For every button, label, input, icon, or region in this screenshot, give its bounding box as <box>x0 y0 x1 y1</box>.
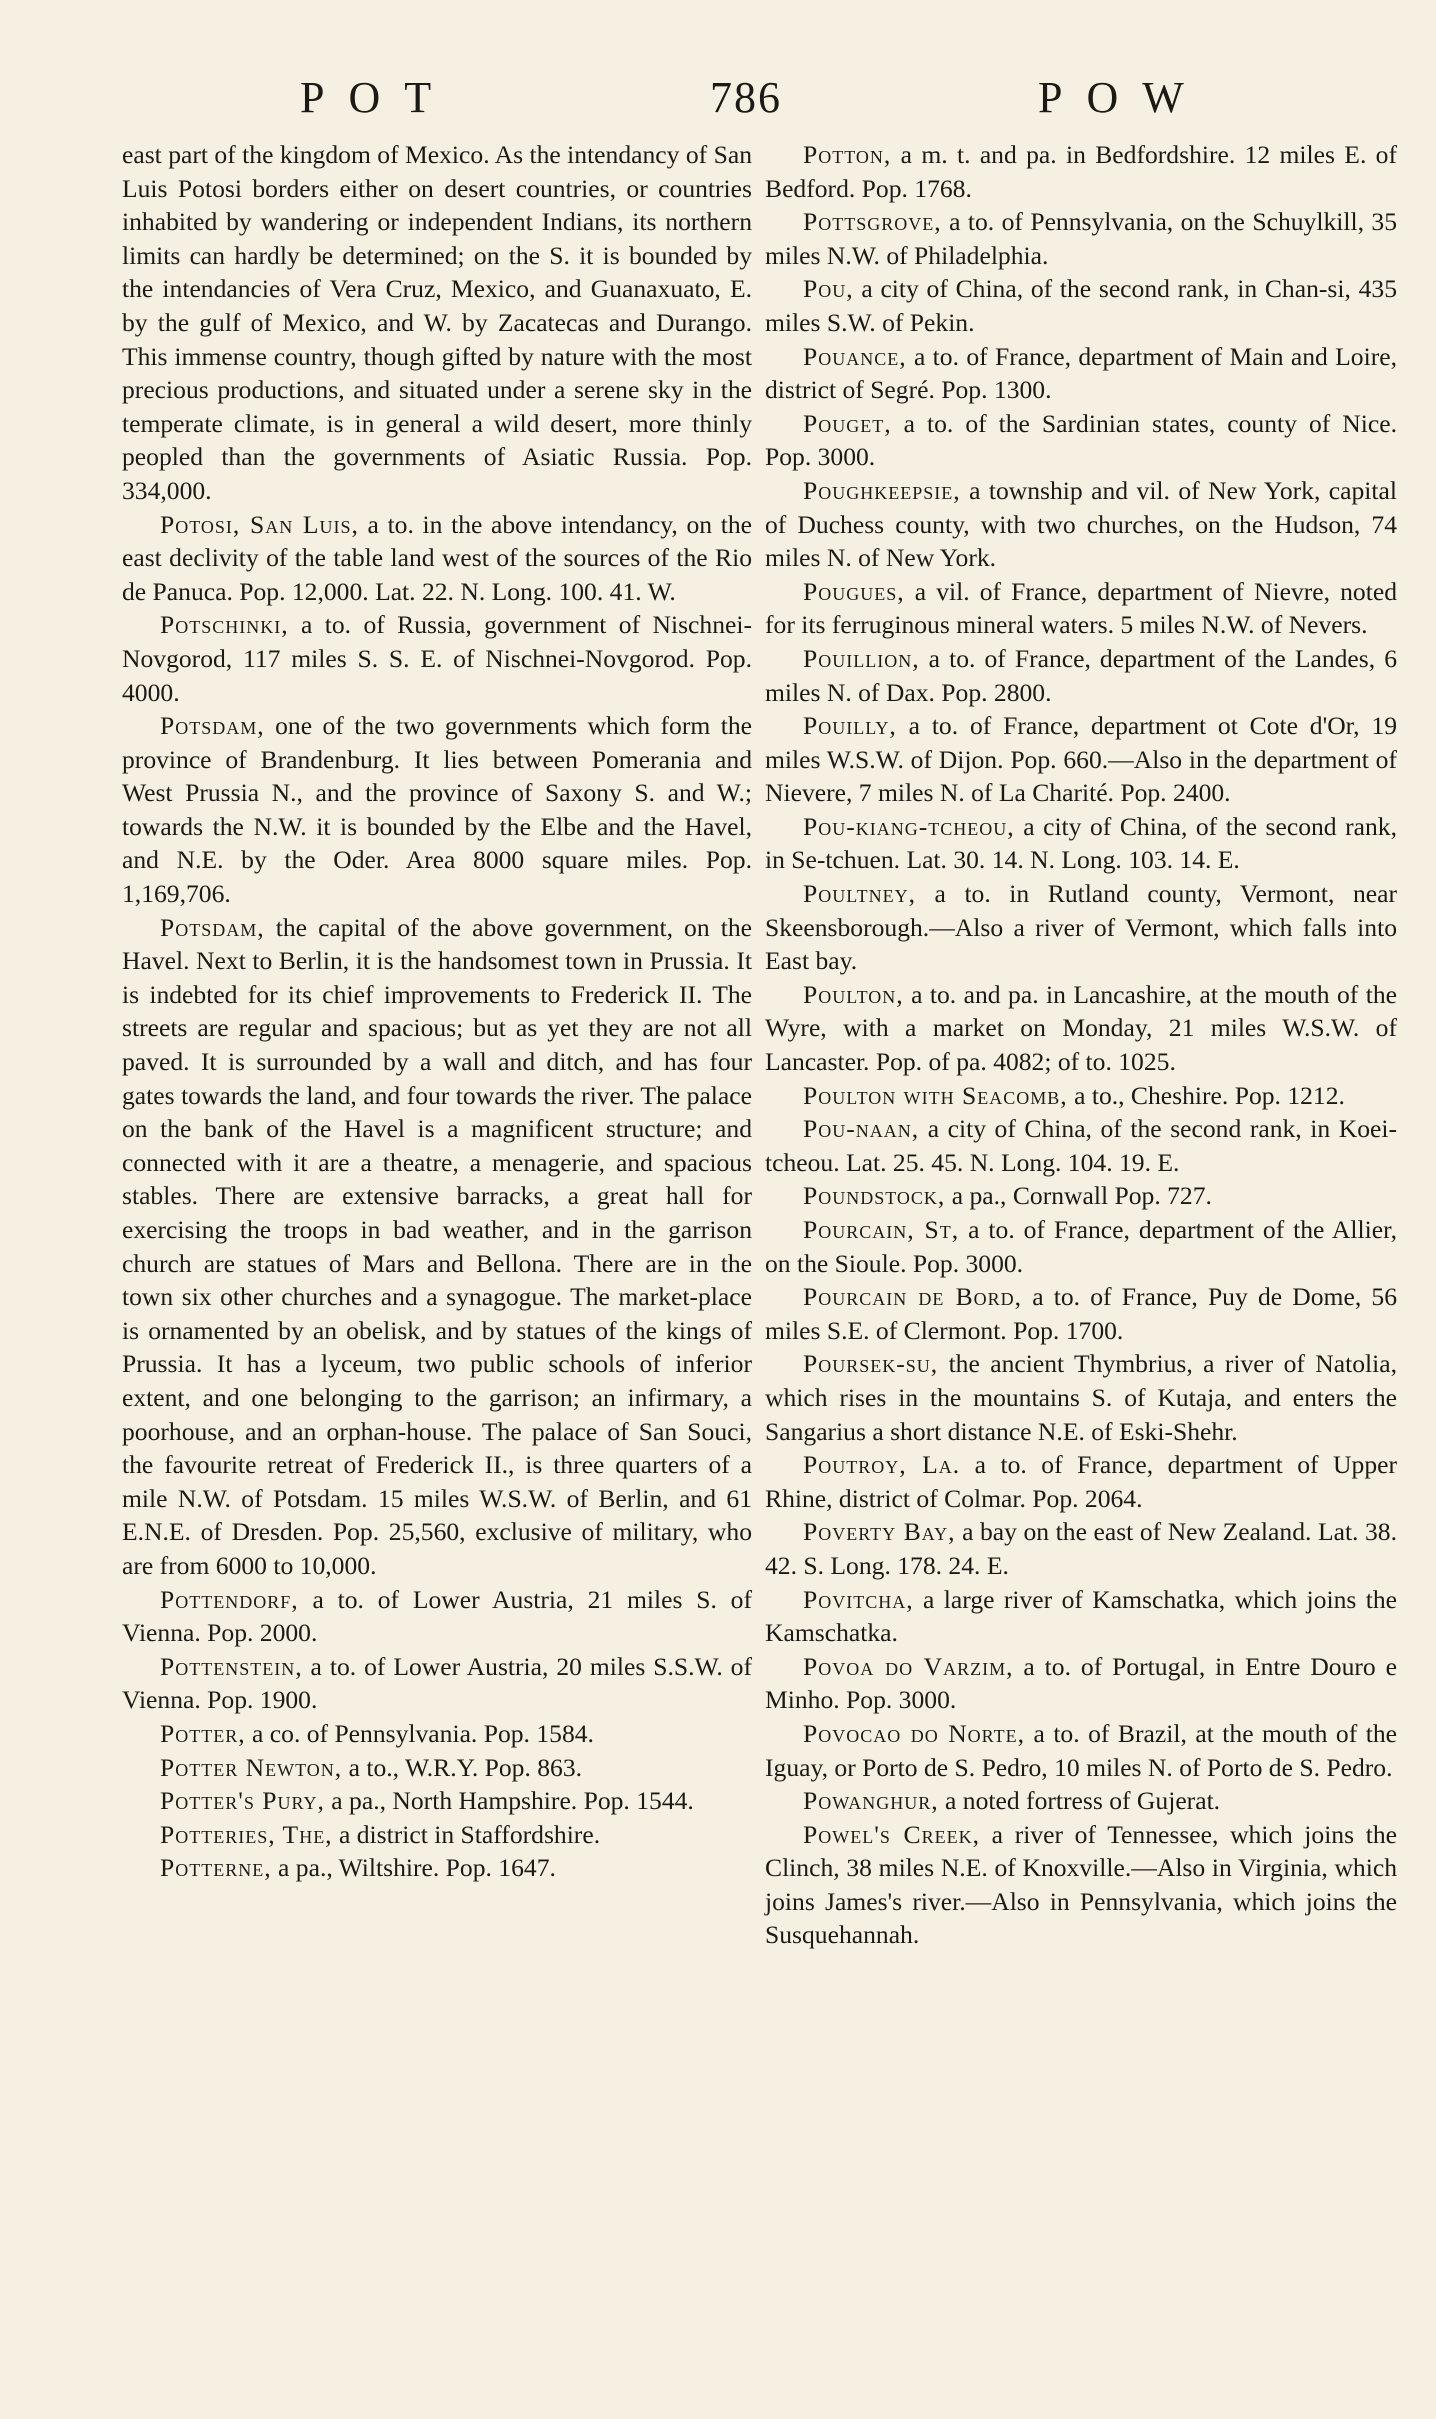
entry-headword: Poursek-su, <box>803 1349 939 1379</box>
entry-text: a vil. of France, department of Nievre, noted for its ferruginous mineral waters. 5 miles N.W. of Nevers. <box>765 576 1397 640</box>
entry-text: a to. of France, department of the Landes, 6 miles N. of Dax. Pop. 2800. <box>765 643 1397 707</box>
running-header <box>120 72 1325 132</box>
gazetteer-entry <box>765 575 1397 642</box>
entry-headword: Poutroy, La. <box>803 1450 961 1480</box>
entry-text: a pa., North Hampshire. Pop. 1544. <box>324 1786 694 1816</box>
entry-headword: Pouillion, <box>803 643 920 673</box>
entry-text: a large river of Kamschatka, which joins the Kamschatka. <box>765 1584 1397 1648</box>
entry-text: a to. of Russia, government of Nischnei-Novgorod, 117 miles S. S. E. of Nischnei-Novgorod. Pop. 4000. <box>122 610 752 707</box>
entry-text: a to. of France, department ot Cote d'Or, 19 miles W.S.W. of Dijon. Pop. 660.—Also in the department of Nievere, 7 miles N. of La Charité. Pop. 2400. <box>765 711 1397 808</box>
gazetteer-entry <box>765 1347 1397 1448</box>
entry-headword: Powanghur, <box>803 1786 939 1816</box>
gazetteer-entry <box>122 709 752 911</box>
gazetteer-entry <box>765 709 1397 810</box>
entry-text: a to. of the Sardinian states, county of Nice. Pop. 3000. <box>765 408 1397 472</box>
entry-headword: Poughkeepsie, <box>803 475 961 505</box>
entry-text: a noted fortress of Gujerat. <box>938 1786 1221 1816</box>
entry-headword: Povitcha, <box>803 1584 914 1614</box>
gazetteer-entry <box>765 1583 1397 1650</box>
entry-text: the capital of the above government, on the Havel. Next to Berlin, it is the handsomest town in Prussia. It is indebted for its chief improvements to Frederick II. The streets are regular and spacious; but as yet they are not all paved. It is surrounded by a wall and ditch, and has four gates towards the land, and four towards the river. The palace on the bank of the Havel is a magnificent structure; and connected with it are a theatre, a menagerie, and spacious stables. There are extensive barracks, a great hall for exercising the troops in bad weather, and in the garrison church are statues of Mars and Bellona. There are in the town six other churches and a synagogue. The market-place is ornamented by an obelisk, and by statues of the kings of Prussia. It has a lyceum, two public schools of inferior extent, and one belonging to the garrison; an infirmary, a poorhouse, and an orphan-house. The palace of San Souci, the favourite retreat of Frederick II., is three quarters of a mile N.W. of Potsdam. 15 miles W.S.W. of Berlin, and 61 E.N.E. of Dresden. Pop. 25,560, exclusive of military, who are from 6000 to 10,000. <box>122 912 752 1580</box>
gazetteer-entry <box>765 1179 1397 1213</box>
entry-text: a to. of France, Puy de Dome, 56 miles S.E. of Clermont. Pop. 1700. <box>765 1282 1397 1345</box>
gazetteer-entry <box>122 1583 752 1650</box>
gazetteer-entry <box>765 1717 1397 1784</box>
gazetteer-entry <box>122 1650 752 1717</box>
entry-headword: Poverty Bay, <box>803 1517 956 1547</box>
entry-headword: Pourcain, St, <box>803 1215 960 1244</box>
gazetteer-entry <box>765 340 1397 407</box>
gazetteer-entry <box>122 608 752 709</box>
entry-text: a city of China, of the second rank, in Koei-tcheou. Lat. 25. 45. N. Long. 104. 19. E. <box>765 1114 1397 1177</box>
entry-text: a pa., Wiltshire. Pop. 1647. <box>271 1853 556 1883</box>
entry-headword: Potter, <box>160 1718 246 1748</box>
gazetteer-entry <box>122 138 752 508</box>
entry-headword: Poultney, <box>803 879 916 909</box>
entry-text: a to. of Lower Austria, 20 miles S.S.W. of Vienna. Pop. 1900. <box>122 1651 752 1715</box>
gazetteer-entry <box>765 272 1397 339</box>
entry-headword: Powel's Creek, <box>803 1819 980 1849</box>
gazetteer-entry <box>765 1280 1397 1347</box>
entry-text: a pa., Cornwall Pop. 727. <box>945 1181 1212 1211</box>
entry-text: one of the two governments which form the province of Brandenburg. It lies between Pomerania and West Prussia N., and the province of Saxony S. and W.; towards the N.W. it is bounded by the Elbe and the Havel, and N.E. by the Oder. Area 8000 square miles. Pop. 1,169,706. <box>122 711 752 909</box>
entry-text: a co. of Pennsylvania. Pop. 1584. <box>245 1718 594 1748</box>
entry-text: a bay on the east of New Zealand. Lat. 38. 42. S. Long. 178. 24. E. <box>765 1517 1397 1580</box>
entry-text: a to. of France, department of the Allier, on the Sioule. Pop. 3000. <box>765 1215 1397 1278</box>
gazetteer-entry <box>765 1213 1397 1280</box>
entry-text: a river of Tennessee, which joins the Clinch, 38 miles N.E. of Knoxville.—Also in Virginia, which joins James's river.—Also in Pennsylvania, which joins the Susquehannah. <box>765 1819 1398 1950</box>
header-right-guideword: POW <box>1038 73 1208 122</box>
header-left-guideword: POT <box>300 73 456 122</box>
entry-headword: Pottsgrove, <box>803 207 942 237</box>
gazetteer-entry <box>122 508 752 609</box>
entry-text: a to. of Portugal, in Entre Douro e Minho. Pop. 3000. <box>765 1651 1397 1715</box>
entry-headword: Pou-kiang-tcheou, <box>803 811 1015 841</box>
gazetteer-entry <box>122 1751 752 1785</box>
entry-headword: Pouget, <box>803 408 892 438</box>
entry-text: a to. in Rutland county, Vermont, near Skeensborough.—Also a river of Vermont, which falls into East bay. <box>765 879 1397 976</box>
entry-headword: Potschinki, <box>160 610 289 640</box>
left-text-column <box>122 138 752 1885</box>
entry-text: a to. of Brazil, at the mouth of the Iguay, or Porto de S. Pedro, 10 miles N. of Porto de S. Pedro. <box>765 1718 1397 1782</box>
entry-text: a district in Staffordshire. <box>332 1819 601 1849</box>
gazetteer-entry <box>765 407 1397 474</box>
entry-text: a city of China, of the second rank, in Se-tchuen. Lat. 30. 14. N. Long. 103. 14. E. <box>765 811 1397 875</box>
entry-headword: Potton, <box>803 140 892 169</box>
entry-headword: Potter's Pury, <box>160 1786 325 1816</box>
right-text-column <box>765 138 1397 1952</box>
page-number: 786 <box>710 73 782 122</box>
gazetteer-entry <box>122 911 752 1583</box>
gazetteer-entry <box>765 205 1397 272</box>
gazetteer-entry <box>765 1515 1397 1582</box>
entry-text: a township and vil. of New York, capital of Duchess county, with two churches, on the Hudson, 74 miles N. of New York. <box>765 475 1397 573</box>
entry-headword: Potteries, The, <box>160 1819 333 1849</box>
gazetteer-entry <box>122 1717 752 1751</box>
entry-headword: Poulton, <box>803 979 904 1009</box>
gazetteer-entry <box>765 1784 1397 1818</box>
entry-headword: Pourcain de Bord, <box>803 1282 1023 1312</box>
entry-text: a to., Cheshire. Pop. 1212. <box>1067 1080 1345 1110</box>
gazetteer-entry <box>765 877 1397 978</box>
entry-text: the ancient Thymbrius, a river of Natolia, which rises in the mountains S. of Kutaja, and enters the Sangarius a short distance N.E. of Eski-Shehr. <box>765 1349 1397 1446</box>
entry-headword: Povoa do Varzim, <box>803 1651 1014 1681</box>
entry-headword: Poulton with Seacomb, <box>803 1080 1068 1110</box>
entry-text: a city of China, of the second rank, in Chan-si, 435 miles S.W. of Pekin. <box>765 274 1397 337</box>
gazetteer-entry <box>765 810 1397 877</box>
entry-text: a m. t. and pa. in Bedfordshire. 12 miles E. of Bedford. Pop. 1768. <box>765 140 1397 203</box>
gazetteer-entry <box>122 1851 752 1885</box>
entry-headword: Potterne, <box>160 1853 272 1883</box>
entry-text: east part of the kingdom of Mexico. As the intendancy of San Luis Potosi borders either on desert countries, or countries inhabited by wandering or independent Indians, its northern limits can hardly be determined; on the S. it is bounded by the intendancies of Vera Cruz, Mexico, and Guanaxuato, E. by the gulf of Mexico, and W. by Zacatecas and Durango. This immense country, though gifted by nature with the most precious productions, and situated under a serene sky in the temperate climate, is in general a wild desert, more thinly peopled than the governments of Asiatic Russia. Pop. 334,000. <box>122 140 752 505</box>
entry-headword: Potsdam, <box>160 912 265 942</box>
entry-text: a to., W.R.Y. Pop. 863. <box>342 1752 583 1782</box>
entry-headword: Potosi, San Luis, <box>160 509 359 539</box>
entry-headword: Pottenstein, <box>160 1651 303 1681</box>
entry-text: a to. and pa. in Lancashire, at the mouth of the Wyre, with a market on Monday, 21 miles W.S.W. of Lancaster. Pop. of pa. 4082; of to. 1025. <box>765 979 1397 1077</box>
gazetteer-entry <box>765 1448 1397 1515</box>
entry-headword: Pou-naan, <box>803 1114 920 1144</box>
entry-headword: Pougues, <box>803 576 905 606</box>
gazetteer-entry <box>765 1818 1397 1952</box>
entry-text: a to. in the above intendancy, on the east declivity of the table land west of the sources of the Rio de Panuca. Pop. 12,000. Lat. 22. N. Long. 100. 41. W. <box>122 509 752 606</box>
entry-text: a to. of Lower Austria, 21 miles S. of Vienna. Pop. 2000. <box>122 1584 752 1648</box>
entry-headword: Pottendorf, <box>160 1584 299 1614</box>
gazetteer-entry <box>765 642 1397 709</box>
entry-headword: Povocao do Norte, <box>803 1718 1025 1748</box>
entry-headword: Pou, <box>803 274 854 304</box>
gazetteer-entry <box>765 474 1397 575</box>
gazetteer-entry <box>765 138 1397 205</box>
gazetteer-entry <box>122 1818 752 1852</box>
entry-text: a to. of Pennsylvania, on the Schuylkill, 35 miles N.W. of Philadelphia. <box>765 207 1397 270</box>
entry-text: a to. of France, department of Main and Loire, district of Segré. Pop. 1300. <box>765 341 1397 405</box>
entry-headword: Pouilly, <box>803 711 897 741</box>
entry-headword: Potter Newton, <box>160 1752 343 1782</box>
entry-headword: Potsdam, <box>160 711 265 741</box>
gazetteer-entry <box>765 1079 1397 1113</box>
gazetteer-entry <box>122 1784 752 1818</box>
entry-headword: Pouance, <box>803 341 907 371</box>
gazetteer-entry <box>765 1112 1397 1179</box>
entry-text: a to. of France, department of Upper Rhine, district of Colmar. Pop. 2064. <box>765 1450 1397 1513</box>
gazetteer-entry <box>765 978 1397 1079</box>
gazetteer-entry <box>765 1650 1397 1717</box>
entry-headword: Poundstock, <box>803 1181 946 1211</box>
